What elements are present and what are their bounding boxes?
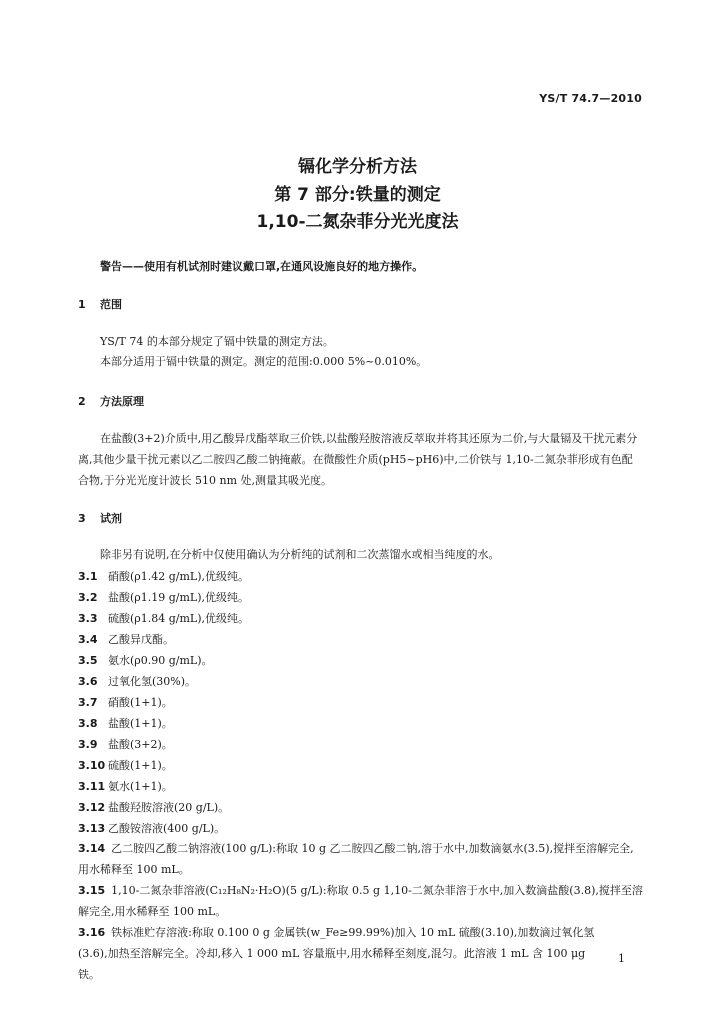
title-line-1: 镉化学分析方法: [298, 157, 417, 177]
section-3-heading: [78, 510, 122, 526]
reagent-item: 3.5 氨水(ρ0.90 g/mL)。: [78, 654, 213, 667]
page-number: 1: [618, 952, 625, 965]
section-2-heading: [78, 393, 144, 409]
principle-paragraph: 在盐酸(3+2)介质中,用乙酸异戊酯萃取三价铁,以盐酸羟胺溶液反萃取并将其还原为二价,与大量镉及干扰元素分离,其他少量干扰元素以乙二胺四乙酸二钠掩蔽。在微酸性介质(pH5~pH6)中,二价铁与 1,10-二氮杂菲形成有色配合物,于分光光度计波长 510 nm 处,测量其吸光度。: [78, 432, 638, 487]
section-number: 1: [78, 298, 86, 311]
reagent-item: 3.12 盐酸羟胺溶液(20 g/L)。: [78, 801, 230, 814]
reagent-item: 3.9 盐酸(3+2)。: [78, 738, 173, 751]
reagent-item-long: 3.14 乙二胺四乙酸二钠溶液(100 g/L):称取 10 g 乙二胺四乙酸二钠,溶于水中,加数滴氨水(3.5),搅拌至溶解完全,用水稀释至 100 mL。: [78, 842, 634, 876]
scope-line-2: 本部分适用于镉中铁量的测定。测定的范围:0.000 5%~0.010%。: [100, 355, 428, 368]
reagents-intro: 除非另有说明,在分析中仅使用确认为分析纯的试剂和二次蒸馏水或相当纯度的水。: [100, 548, 500, 561]
title-line-3: 1,10-二氮杂菲分光光度法: [256, 212, 459, 232]
reagent-item: 3.7 硝酸(1+1)。: [78, 696, 173, 709]
section-1-heading: [78, 296, 122, 312]
section-title: 试剂: [100, 512, 122, 525]
reagent-item: 3.1 硝酸(ρ1.42 g/mL),优级纯。: [78, 570, 250, 583]
scope-line-1: YS/T 74 的本部分规定了镉中铁量的测定方法。: [100, 335, 334, 348]
section-number: 3: [78, 512, 86, 525]
reagent-item: 3.4 乙酸异戊酯。: [78, 633, 174, 646]
reagent-item: 3.8 盐酸(1+1)。: [78, 717, 173, 730]
reagent-item: 3.3 硫酸(ρ1.84 g/mL),优级纯。: [78, 612, 250, 625]
safety-warning: 警告——使用有机试剂时建议戴口罩,在通风设施良好的地方操作。: [100, 260, 424, 273]
reagent-item: 3.2 盐酸(ρ1.19 g/mL),优级纯。: [78, 591, 250, 604]
reagent-item: 3.11 氨水(1+1)。: [78, 780, 173, 793]
section-title: 方法原理: [100, 395, 144, 408]
reagent-item-long: 3.16 铁标准贮存溶液:称取 0.100 0 g 金属铁(w_Fe≥99.99%)加入 10 mL 硫酸(3.10),加数滴过氧化氢(3.6),加热至溶解完全。冷却,移入 1 000 mL 容量瓶中,用水稀释至刻度,混匀。此溶液 1 mL 含 100 μg 铁。: [78, 926, 595, 981]
section-number: 2: [78, 395, 86, 408]
reagent-item: 3.10 硫酸(1+1)。: [78, 759, 173, 772]
title-line-2: 第 7 部分:铁量的测定: [274, 185, 441, 205]
reagent-item: 3.6 过氧化氢(30%)。: [78, 675, 197, 688]
section-title: 范围: [100, 298, 122, 311]
standard-code: YS/T 74.7—2010: [539, 92, 642, 105]
reagent-item-long: 3.15 1,10-二氮杂菲溶液(C₁₂H₈N₂·H₂O)(5 g/L):称取 0.5 g 1,10-二氮杂菲溶于水中,加入数滴盐酸(3.8),搅拌至溶解完全,用水稀释至 100 mL。: [78, 884, 643, 918]
reagent-item: 3.13 乙酸铵溶液(400 g/L)。: [78, 822, 226, 835]
